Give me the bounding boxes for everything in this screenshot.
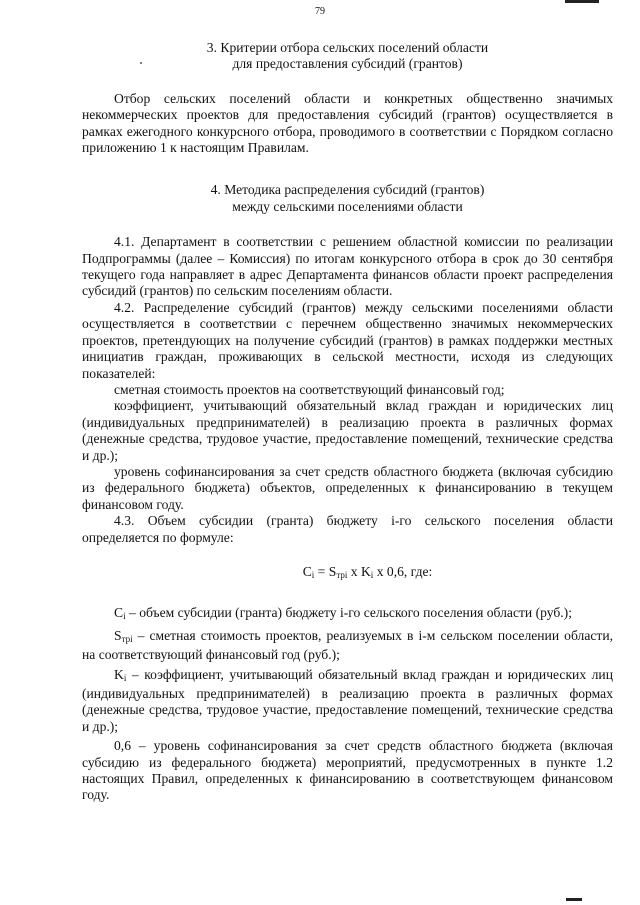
definition-k-sub: i: [123, 672, 127, 683]
page-number: 79: [315, 6, 325, 17]
formula-c-sub: i: [311, 569, 315, 580]
formula-mult: x K: [347, 563, 371, 579]
definition-s: [82, 628, 613, 664]
subsidy-formula: [82, 564, 613, 583]
formula-s-sub: трi: [336, 569, 348, 580]
definition-s-sub: трi: [121, 633, 133, 644]
definition-cofinancing-0-6: 0,6 – уровень софинансирования за счет средств областного бюджета (включая субсидию из федерального бюджета) мероприятий, предусмотренных в пункте 1.2 настоящих Правил, определенных к финансированию в соответствующем финансовом году.: [82, 738, 613, 803]
section-4-heading: [82, 182, 613, 215]
indicator-estimated-cost: сметная стоимость проектов на соответствующий финансовый год;: [114, 381, 505, 397]
definition-k: [82, 667, 613, 736]
definition-s-text: – сметная стоимость проектов, реализуемых в i-м сельском поселении области, на соответствующий финансовый год (руб.);: [82, 627, 613, 663]
paragraph-4-1: 4.1. Департамент в соответствии с решением областной комиссии по реализации Подпрограммы (далее – Комиссия) по итогам конкурсного отбора в срок до 30 сентября текущего года направляет в адрес Департамента финансов области проект распределения субсидий (грантов) по сельским поселениям области.: [82, 234, 613, 299]
definition-k-text: – коэффициент, учитывающий обязательный вклад граждан и юридических лиц (индивидуальных предпринимателей) в реализацию проекта в различных формах (денежные средства, трудовое участие, предоставление помещений, технические средства и др.);: [82, 666, 613, 734]
formula-rest: x 0,6, где:: [373, 563, 433, 579]
section-4-title-line-2: между сельскими поселениями области: [232, 198, 463, 214]
section-3-heading: [82, 40, 613, 73]
section-3-title-line-1: 3. Критерии отбора сельских поселений области: [206, 40, 489, 55]
formula-c: C: [302, 563, 312, 579]
formula-eq: = S: [314, 563, 337, 579]
scan-mark-bottom: [566, 898, 582, 901]
section-3-title-line-2: для предоставления субсидий (грантов): [232, 56, 463, 72]
paragraph-4-2: 4.2. Распределение субсидий (грантов) между сельскими поселениями области осуществляется в соответствии с перечнем общественно значимых некоммерческих проектов, претендующих на получение субсидий (грантов) в рамках поддержки местных инициатив граждан, проживающих в сельской местности, исходя из следующих показателей:: [82, 299, 613, 381]
scan-mark-top: [565, 0, 599, 3]
definition-c-sub: i: [123, 611, 126, 622]
section-4-title-line-1: 4. Методика распределения субсидий (грантов): [210, 182, 485, 198]
indicator-contribution-coefficient: коэффициент, учитывающий обязательный вклад граждан и юридических лиц (индивидуальных предпринимателей) в реализацию проекта в различных формах (денежные средства, трудовое участие, предоставление помещений, технические средства и др.);: [82, 398, 613, 463]
formula-k-sub: i: [370, 569, 374, 580]
definition-k-symbol: K: [114, 666, 124, 682]
document-body: [82, 40, 613, 807]
section-3-paragraph: Отбор сельских поселений области и конкретных общественно значимых некоммерческих проектов для предоставления субсидий (грантов) осуществляется в рамках ежегодного конкурсного отбора, проводимого в соответствии с Порядком согласно приложению 1 к настоящим Правилам.: [82, 90, 613, 156]
indicator-cofinancing-level: уровень софинансирования за счет средств областного бюджета (включая субсидию из федерального бюджета) объектов, определенных к финансированию в текущем финансовом году.: [82, 463, 613, 512]
definition-s-symbol: S: [114, 627, 122, 643]
paragraph-4-3: 4.3. Объем субсидии (гранта) бюджету i-го сельского поселения области определяется по формуле:: [82, 513, 613, 545]
definition-c: [82, 605, 613, 624]
definition-c-symbol: C: [114, 605, 124, 621]
definition-c-text: – объем субсидии (гранта) бюджету i-го сельского поселения области (руб.);: [125, 605, 572, 621]
